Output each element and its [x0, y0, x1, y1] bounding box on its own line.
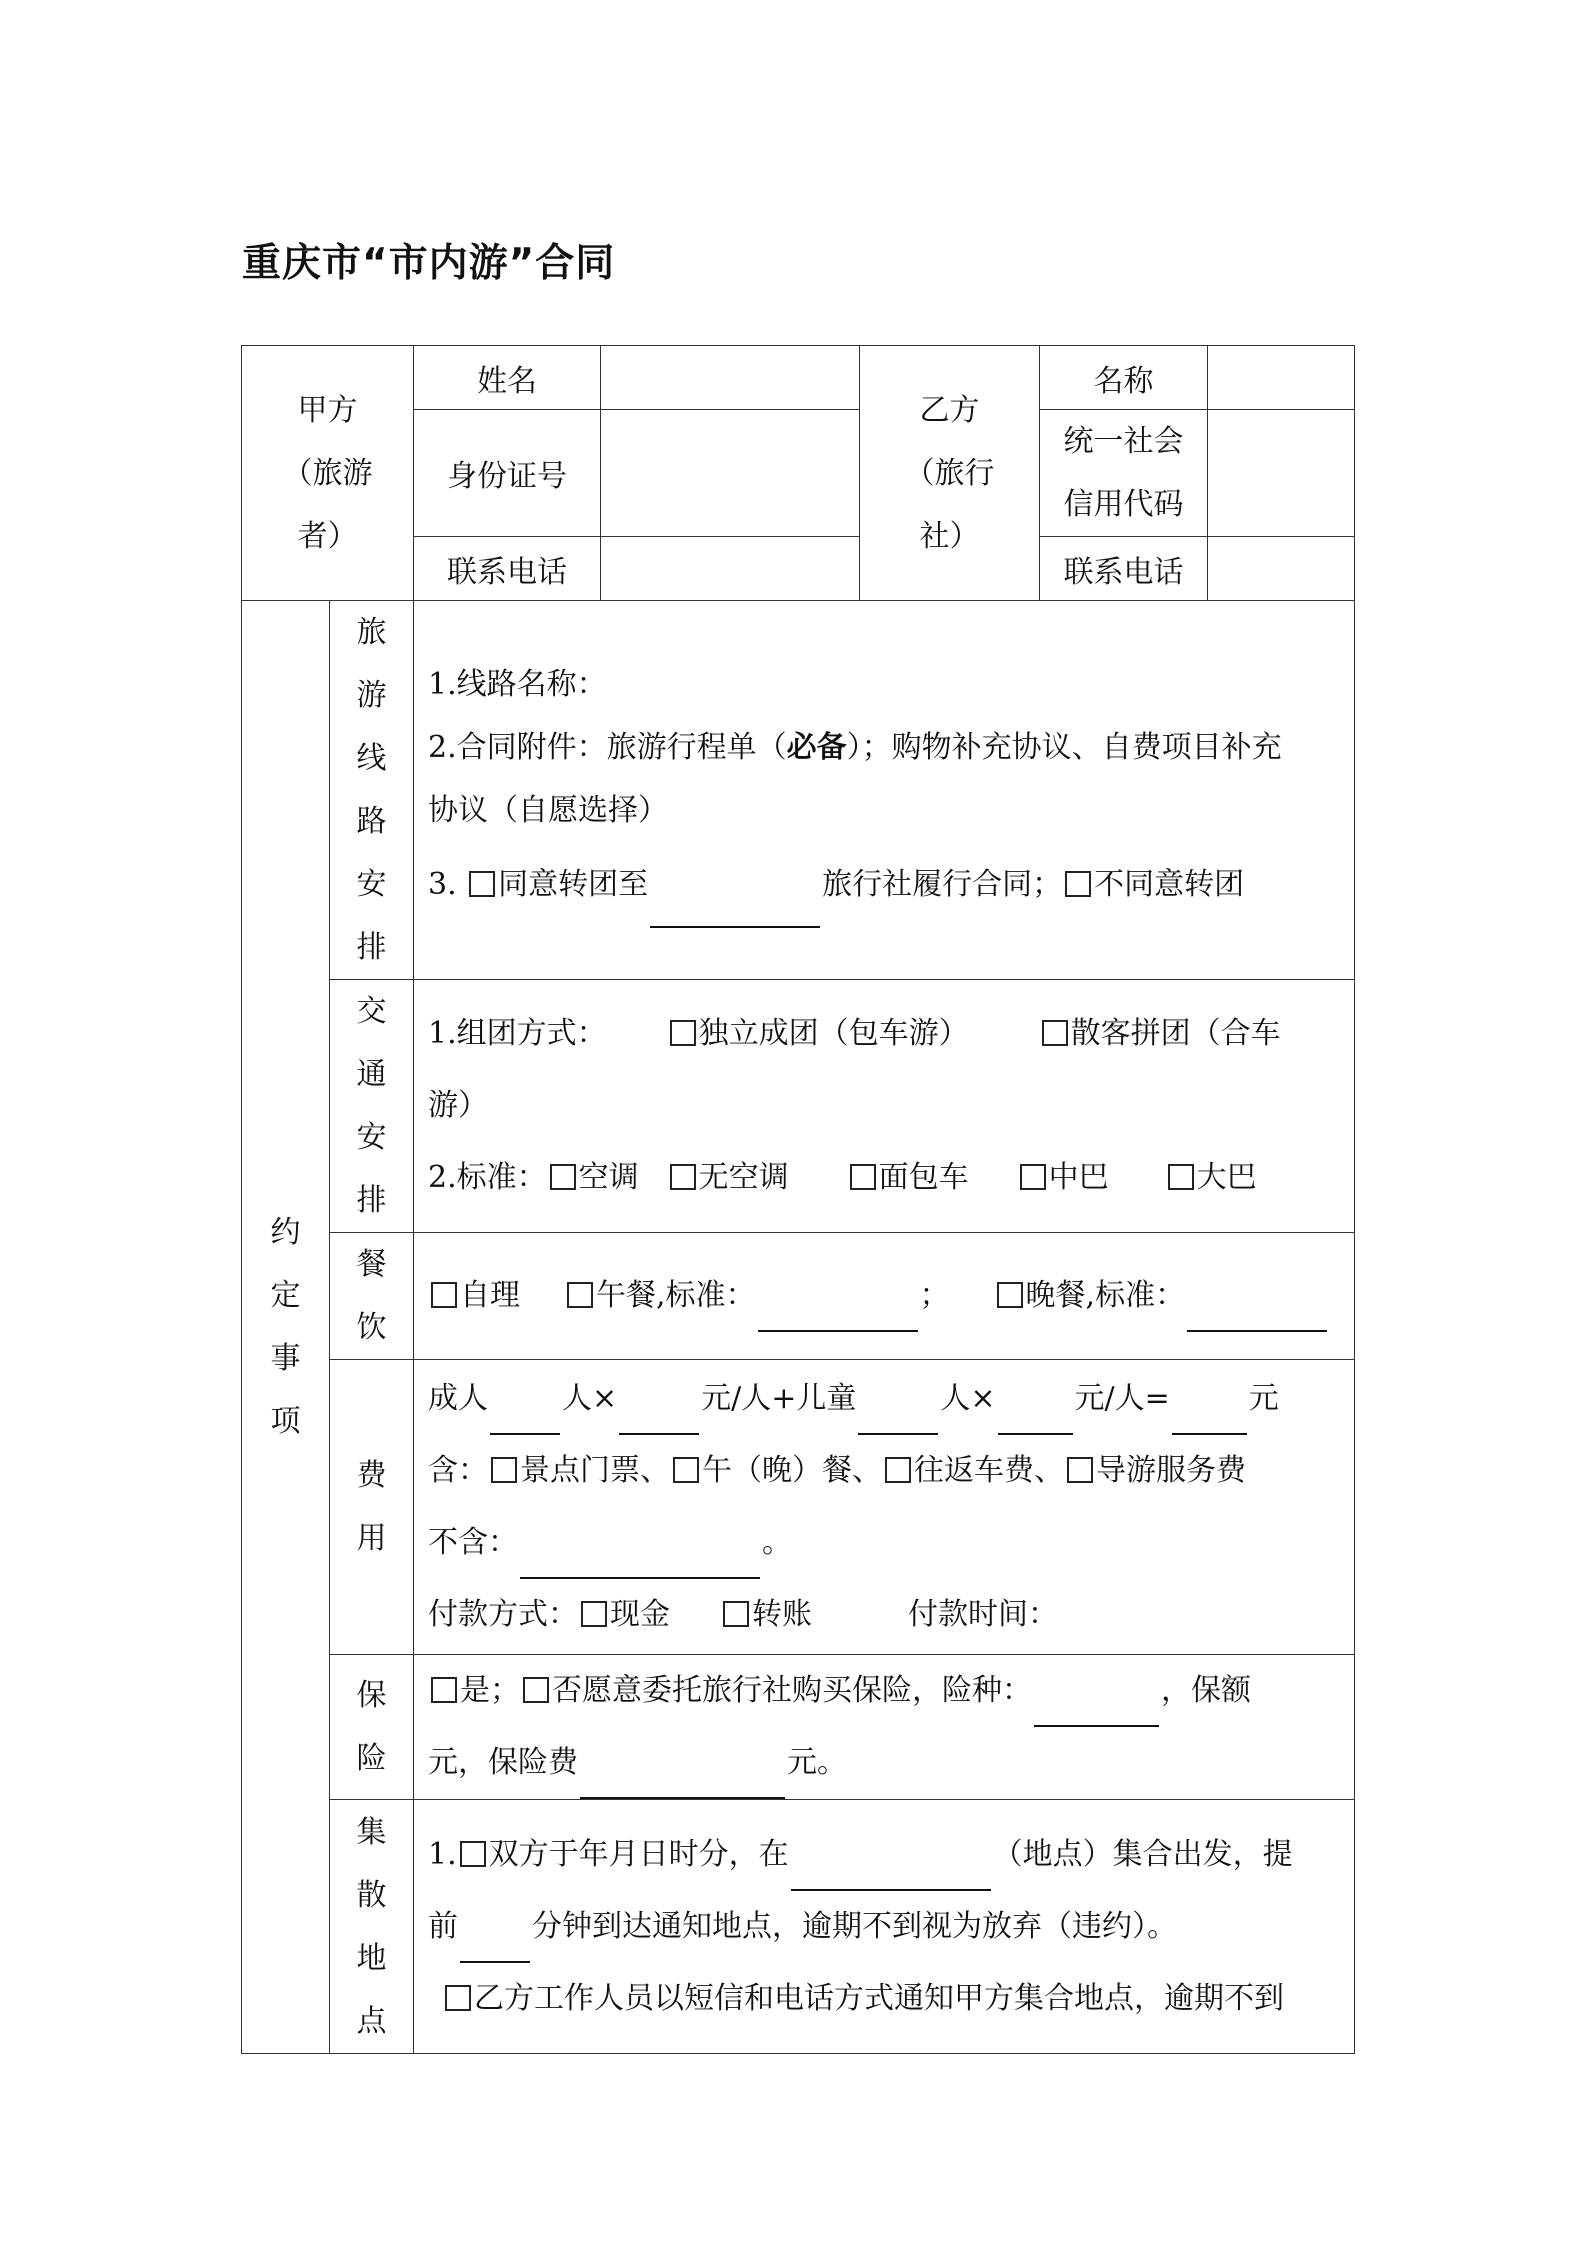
party-b-phone-label: 联系电话: [1040, 537, 1208, 601]
fee-includes-line: 含： 景点门票、 午（晚）餐、 往返车费、 导游服务费: [428, 1453, 1246, 1488]
minutes-blank[interactable]: [460, 1927, 530, 1963]
party-b-phone-field[interactable]: [1208, 537, 1355, 601]
assembly-place-blank[interactable]: [791, 1855, 991, 1891]
ac-checkbox[interactable]: [550, 1164, 576, 1190]
party-b-label: 乙方 （旅行 社）: [860, 346, 1040, 601]
meals-label: 餐 饮: [330, 1233, 414, 1360]
insurance-label: 保 险: [330, 1655, 414, 1800]
sms-notify-checkbox[interactable]: [445, 1985, 471, 2011]
vehicle-standard-line: 2.标准： 空调 无空调 面包车 中巴 大巴: [428, 1160, 1257, 1195]
fees-content: [414, 1360, 1355, 1655]
name-field[interactable]: [601, 346, 860, 410]
transfer-line: 3. 同意转团至 旅行社履行合同； 不同意转团: [428, 842, 1340, 928]
route-name-line: 1.线路名称：: [428, 666, 607, 702]
page-title: 重庆市“市内游”合同: [242, 241, 616, 286]
insurance-type-blank[interactable]: [1034, 1691, 1159, 1727]
premium-blank[interactable]: [580, 1763, 785, 1799]
bus-checkbox[interactable]: [1168, 1164, 1194, 1190]
credit-code-label: 统一社会 信用代码: [1040, 410, 1208, 537]
insurance-content: 是； 否愿意委托旅行社购买保险，险种： ，保额 元，保险费 元。: [414, 1655, 1355, 1800]
joined-group-checkbox[interactable]: [1042, 1020, 1068, 1046]
payment-line: 付款方式： 现金 转账 付款时间：: [428, 1597, 1058, 1632]
meal-fee-checkbox[interactable]: [673, 1457, 699, 1483]
round-trip-checkbox[interactable]: [885, 1457, 911, 1483]
lunch-standard-blank[interactable]: [758, 1296, 918, 1332]
cash-checkbox[interactable]: [581, 1601, 607, 1627]
lunch-checkbox[interactable]: [567, 1282, 593, 1308]
transfer-agency-blank[interactable]: [650, 892, 820, 928]
assembly-content: 1. 双方于年月日时分，在 （地点）集合出发，提 前 分钟到达通知地点，逾期不到视为放弃（违约）。 乙方工作人员以短信和电话方式通知甲方集合地点，逾期不到: [414, 1800, 1355, 2054]
total-blank[interactable]: [1172, 1399, 1247, 1435]
party-a-phone-field[interactable]: [601, 537, 860, 601]
transfer-checkbox[interactable]: [723, 1601, 749, 1627]
assembly-checkbox[interactable]: [460, 1841, 486, 1867]
contract-table: [241, 345, 1355, 2054]
transport-label: 交 通 安 排: [330, 980, 414, 1233]
assembly-label: 集 散 地 点: [330, 1800, 414, 2054]
fee-calculation-line: 成人 人× 元/人+儿童 人× 元/人= 元: [428, 1363, 1340, 1435]
child-count-blank[interactable]: [858, 1399, 938, 1435]
minibus-checkbox[interactable]: [1020, 1164, 1046, 1190]
insurance-no-checkbox[interactable]: [523, 1677, 549, 1703]
credit-code-field[interactable]: [1208, 410, 1355, 537]
agency-name-field[interactable]: [1208, 346, 1355, 410]
solo-group-checkbox[interactable]: [670, 1020, 696, 1046]
id-number-field[interactable]: [601, 410, 860, 537]
excludes-blank[interactable]: [520, 1543, 760, 1579]
agreed-items-label: 约 定 事 项: [242, 601, 330, 2054]
tickets-checkbox[interactable]: [491, 1457, 517, 1483]
attachments-line: 2.合同附件：旅游行程单（必备）；购物补充协议、自费项目补充: [428, 729, 1282, 765]
route-label: 旅 游 线 路 安 排: [330, 601, 414, 980]
no-ac-checkbox[interactable]: [670, 1164, 696, 1190]
name-label: 姓名: [414, 346, 601, 410]
disagree-transfer-checkbox[interactable]: [1065, 871, 1091, 897]
transport-content: 1.组团方式： 独立成团（包车游） 散客拼团（合车 游） 2.标准： 空调 无空调 面包车 中巴 大巴: [414, 980, 1355, 1233]
route-content: 1.线路名称： 2.合同附件：旅游行程单（必备）；购物补充协议、自费项目补充 协议（自愿选择） 3. 同意转团至 旅行社履行合同； 不同意转团: [414, 601, 1355, 980]
party-a-phone-label: 联系电话: [414, 537, 601, 601]
fee-excludes-line: 不含： 。: [428, 1507, 1340, 1579]
adult-count-blank[interactable]: [490, 1399, 560, 1435]
dinner-checkbox[interactable]: [997, 1282, 1023, 1308]
child-price-blank[interactable]: [998, 1399, 1073, 1435]
insurance-yes-checkbox[interactable]: [431, 1677, 457, 1703]
party-a-label: 甲方 （旅游 者）: [242, 346, 414, 601]
agree-transfer-checkbox[interactable]: [469, 871, 495, 897]
agency-name-label: 名称: [1040, 346, 1208, 410]
self-catering-checkbox[interactable]: [431, 1282, 457, 1308]
fees-label: 费 用: [330, 1360, 414, 1655]
van-checkbox[interactable]: [850, 1164, 876, 1190]
id-number-label: 身份证号: [414, 410, 601, 537]
meals-content: 自理 午餐,标准： ； 晚餐,标准：: [414, 1233, 1355, 1360]
guide-fee-checkbox[interactable]: [1067, 1457, 1093, 1483]
dinner-standard-blank[interactable]: [1187, 1296, 1327, 1332]
pay-time-label: 付款时间：: [908, 1597, 1058, 1632]
adult-price-blank[interactable]: [619, 1399, 699, 1435]
